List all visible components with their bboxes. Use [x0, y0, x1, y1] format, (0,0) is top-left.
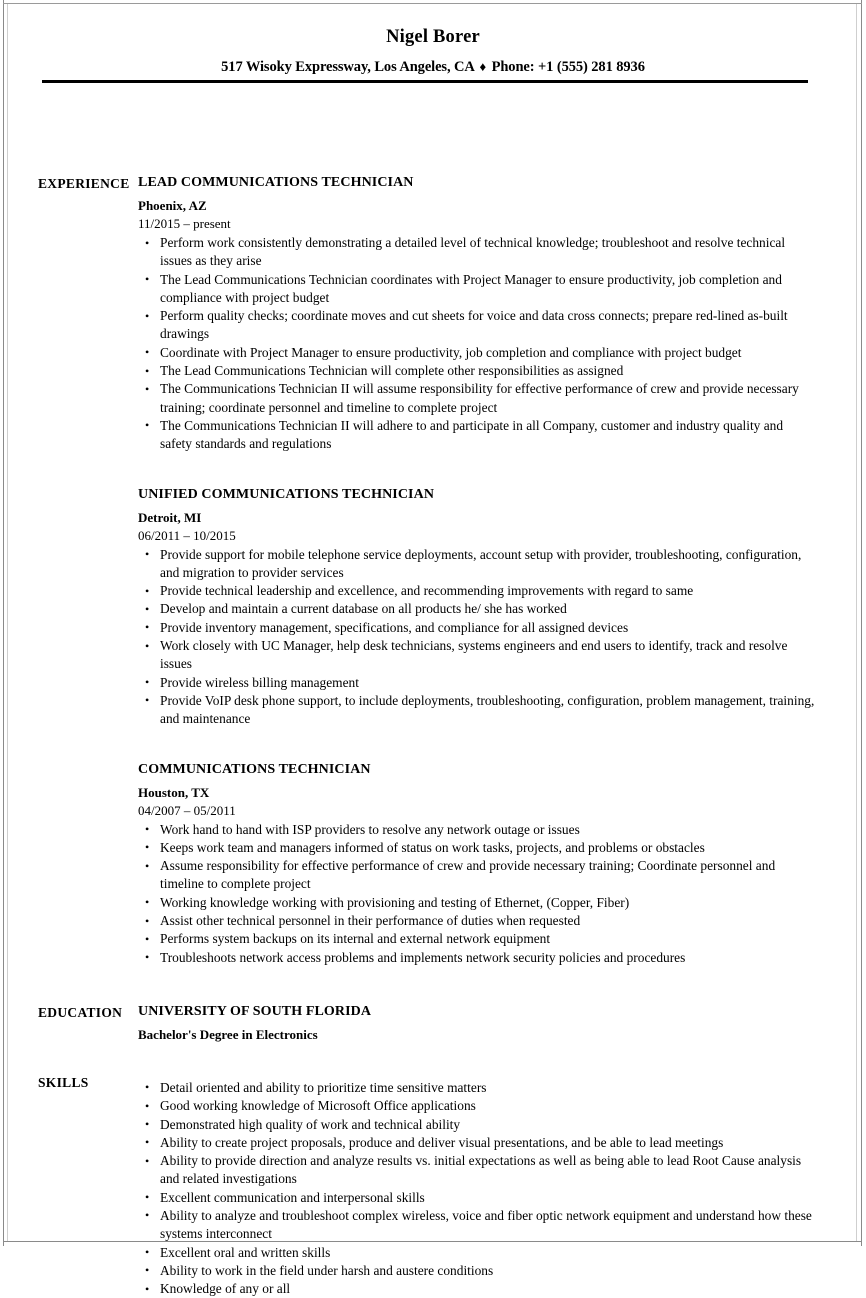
experience-entry: [138, 729, 818, 967]
skills-bullet-list: [138, 1075, 818, 1298]
job-bullet: • Assume responsibility for effective performance of crew and provide necessary training; Coordinate personnel and timeline to complete project: [138, 857, 818, 894]
job-bullet: • Coordinate with Project Manager to ensure productivity, job completion and compliance with project budget: [138, 344, 818, 362]
education-degree: Bachelor's Degree in Electronics: [138, 1026, 318, 1042]
skill-bullet: • Ability to provide direction and analyze results vs. initial expectations as well as being able to lead Root Cause analysis and related investigations: [138, 1152, 818, 1189]
job-bullet-list: [138, 817, 818, 967]
job-bullet: • Perform quality checks; coordinate moves and cut sheets for voice and data cross connects; prepare red-lined as-built drawings: [138, 307, 818, 344]
job-bullet: • Keeps work team and managers informed of status on work tasks, projects, and problems or obstacles: [138, 839, 818, 857]
skill-bullet: • Excellent communication and interpersonal skills: [138, 1189, 818, 1207]
skill-bullet: • Ability to create project proposals, produce and deliver visual presentations, and be able to lead meetings: [138, 1134, 818, 1152]
job-bullet: • Performs system backups on its internal and external network equipment: [138, 930, 818, 948]
skill-bullet: • Excellent oral and written skills: [138, 1244, 818, 1262]
job-title: COMMUNICATIONS TECHNICIAN: [138, 761, 371, 777]
job-location: Detroit, MI: [138, 509, 202, 525]
skill-bullet: • Knowledge of any or all: [138, 1280, 818, 1298]
experience-entry: [138, 454, 818, 729]
skills-entries: [138, 1075, 866, 1298]
education-entry: [138, 1005, 818, 1041]
skill-bullet: • Ability to analyze and troubleshoot complex wireless, voice and fiber optic network equipment and understand how these systems interconnect: [138, 1207, 818, 1244]
contact-phone: Phone: +1 (555) 281 8936: [491, 59, 645, 75]
experience-entries: [138, 176, 866, 967]
contact-line: [0, 48, 866, 76]
skill-bullet: • Good working knowledge of Microsoft Office applications: [138, 1097, 818, 1115]
section-experience: [0, 76, 866, 967]
candidate-name: Nigel Borer: [386, 27, 480, 47]
job-bullet: • Perform work consistently demonstrating a detailed level of technical knowledge; troubleshoot and resolve technical issues as they arise: [138, 234, 818, 271]
job-bullet: • Provide inventory management, specifications, and compliance for all assigned devices: [138, 619, 818, 637]
job-bullet: • Provide VoIP desk phone support, to include deployments, troubleshooting, configuration, problem management, training, and maintenance: [138, 692, 818, 729]
job-bullet: • The Lead Communications Technician will complete other responsibilities as assigned: [138, 362, 818, 380]
contact-address: 517 Wisoky Expressway, Los Angeles, CA: [221, 59, 474, 75]
job-bullet: • Provide technical leadership and excellence, and recommending improvements with regard to same: [138, 582, 818, 600]
job-bullet: • The Communications Technician II will assume responsibility for effective performance of crew and provide necessary training; coordinate personnel and timeline to complete project: [138, 380, 818, 417]
job-bullet: • Assist other technical personnel in their performance of duties when requested: [138, 912, 818, 930]
job-bullet: • Work hand to hand with ISP providers to resolve any network outage or issues: [138, 821, 818, 839]
job-bullet: • Work closely with UC Manager, help desk technicians, systems engineers and end users to identify, track and resolve issues: [138, 637, 818, 674]
job-title: UNIFIED COMMUNICATIONS TECHNICIAN: [138, 486, 435, 502]
skill-bullet: • Ability to work in the field under harsh and austere conditions: [138, 1262, 818, 1280]
job-bullet: • The Communications Technician II will adhere to and participate in all Company, customer and industry quality and safety standards and regulations: [138, 417, 818, 454]
job-dates: 04/2007 – 05/2011: [138, 802, 236, 818]
job-bullet: • Develop and maintain a current database on all products he/ she has worked: [138, 600, 818, 618]
job-bullet: • Provide wireless billing management: [138, 674, 818, 692]
skill-bullet: • Detail oriented and ability to prioritize time sensitive matters: [138, 1079, 818, 1097]
job-bullet: • Provide support for mobile telephone service deployments, account setup with provider, troubleshooting, configuration, and migration to provider services: [138, 546, 818, 583]
job-bullet: • The Lead Communications Technician coordinates with Project Manager to ensure productivity, job completion and compliance with project budget: [138, 271, 818, 308]
job-bullet: • Working knowledge working with provisioning and testing of Ethernet, (Copper, Fiber): [138, 894, 818, 912]
section-label-education: EDUCATION: [38, 1004, 123, 1020]
job-location: Phoenix, AZ: [138, 198, 207, 213]
section-label-experience: EXPERIENCE: [38, 176, 130, 191]
experience-entry: [138, 176, 818, 454]
job-dates: 06/2011 – 10/2015: [138, 527, 236, 543]
job-dates: 11/2015 – present: [138, 216, 231, 231]
job-bullet-list: [138, 230, 818, 454]
job-title: LEAD COMMUNICATIONS TECHNICIAN: [138, 175, 414, 190]
section-skills: [0, 1041, 866, 1298]
job-bullet-list: [138, 542, 818, 729]
skill-bullet: • Demonstrated high quality of work and technical ability: [138, 1116, 818, 1134]
header-divider: [42, 80, 808, 83]
diamond-separator-icon: ♦: [479, 59, 487, 74]
section-education: [0, 967, 866, 1041]
job-location: Houston, TX: [138, 784, 210, 800]
education-entries: [138, 1005, 866, 1041]
education-school: UNIVERSITY OF SOUTH FLORIDA: [138, 1003, 372, 1019]
job-bullet: • Troubleshoots network access problems and implements network security policies and procedures: [138, 949, 818, 967]
section-label-skills: SKILLS: [38, 1074, 89, 1090]
resume-header: [0, 0, 866, 76]
